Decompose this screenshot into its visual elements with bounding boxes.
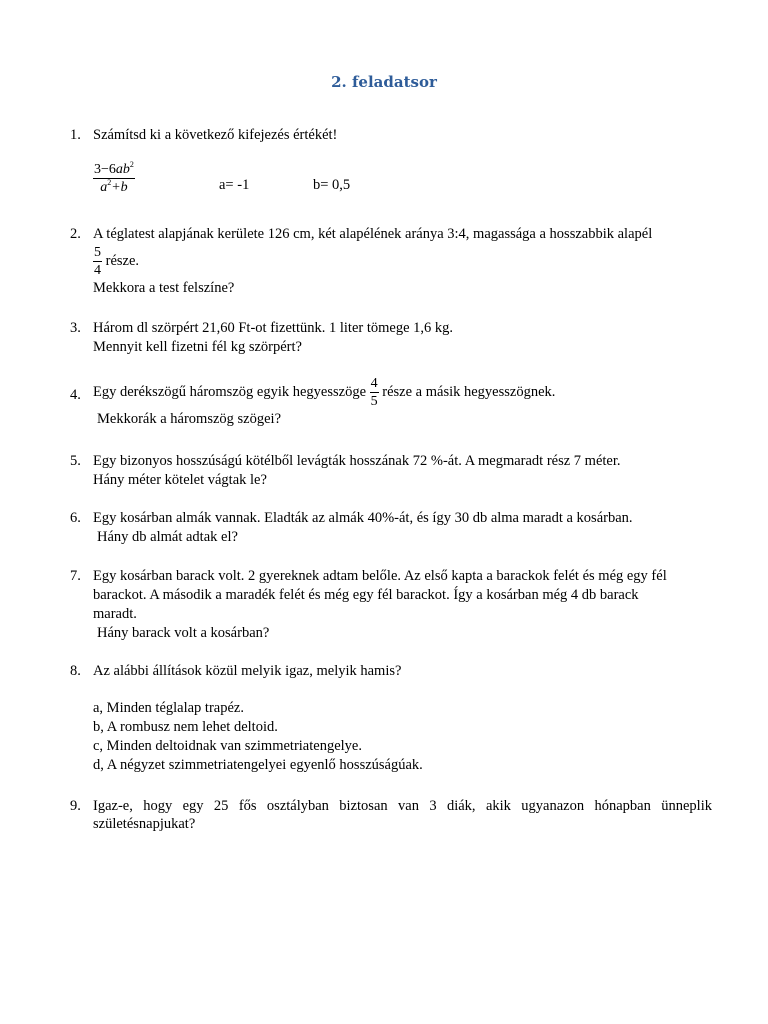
task-text: A téglatest alapjának kerülete 126 cm, két alapélének aránya 3:4, magassága a hosszabbik alapél — [93, 226, 653, 242]
statement-list — [93, 699, 712, 775]
fraction — [370, 376, 379, 409]
task-text: barackot. A második a maradék felét és még egy fél barackot. Így a kosárban még 4 db barack — [93, 587, 639, 603]
task-text: Egy kosárban barack volt. 2 gyereknek adtam belőle. Az első kapta a barackok felét és még egy fél — [93, 568, 667, 584]
fraction-denominator: 5 — [370, 394, 378, 409]
task-text: Számítsd ki a következő kifejezés értékét! — [93, 127, 338, 143]
list-item: d, A négyzet szimmetriatengelyei egyenlő hosszúságúak. — [93, 757, 423, 773]
task-8 — [70, 662, 712, 775]
list-item: a, Minden téglalap trapéz. — [93, 700, 244, 716]
task-question: Hány méter kötelet vágtak le? — [93, 472, 267, 488]
task-number: 9. — [70, 798, 81, 814]
task-number: 4. — [70, 387, 81, 403]
task-text: Három dl szörpért 21,60 Ft-ot fizettünk. 1 liter tömege 1,6 kg. — [93, 320, 454, 336]
task-text: Egy derékszögű háromszög egyik hegyesszöge — [93, 383, 367, 400]
task-text: Egy kosárban almák vannak. Eladták az almák 40%-át, és így 30 db alma maradt a kosárban. — [93, 510, 633, 526]
fraction-denominator: $a^2+b$ — [100, 178, 128, 195]
task-number: 7. — [70, 568, 81, 584]
task-7 — [70, 567, 712, 643]
task-text: Egy bizonyos hosszúságú kötélből levágták hosszának 72 %-át. A megmaradt rész 7 méter. — [93, 453, 621, 469]
fraction-denominator: 4 — [94, 263, 101, 278]
task-5 — [70, 452, 712, 490]
task-number: 2. — [70, 226, 81, 242]
task-text: része. — [105, 252, 140, 269]
task-6 — [70, 509, 712, 547]
list-item: c, Minden deltoidnak van szimmetriatengelye. — [93, 738, 362, 754]
task-question: Mennyit kell fizetni fél kg szörpért? — [93, 339, 302, 355]
task-question: Mekkora a test felszíne? — [93, 280, 235, 296]
a-value: a= -1 — [219, 177, 250, 193]
task-number: 1. — [70, 127, 81, 143]
task-3 — [70, 319, 712, 357]
fraction — [93, 245, 102, 278]
task-number: 8. — [70, 663, 81, 679]
task-1 — [70, 126, 712, 206]
task-text: Az alábbi állítások közül melyik igaz, melyik hamis? — [93, 663, 402, 679]
fraction-numerator: 4 — [370, 376, 378, 391]
task-number: 6. — [70, 510, 81, 526]
task-text: maradt. — [93, 606, 137, 622]
task-question: Hány barack volt a kosárban? — [97, 625, 270, 641]
list-item: b, A rombusz nem lehet deltoid. — [93, 719, 278, 735]
fraction-line — [93, 376, 712, 409]
task-9 — [70, 797, 712, 833]
task-4 — [70, 376, 712, 429]
task-number: 5. — [70, 453, 81, 469]
task-2 — [70, 225, 712, 298]
task-number: 3. — [70, 320, 81, 336]
task-question: Hány db almát adtak el? — [97, 529, 238, 545]
task-text: Igaz-e, hogy egy 25 fős osztályban biztosan van 3 diák, akik ugyanazon hónapban ünneplik születésnapjukat? — [93, 798, 712, 832]
b-value: b= 0,5 — [313, 177, 351, 193]
expression-row — [93, 162, 712, 206]
fraction-line — [93, 245, 712, 278]
fraction-numerator: $3-6ab^2$ — [94, 160, 134, 177]
page-title: 2. feladatsor — [331, 73, 437, 91]
task-text: része a másik hegyesszögnek. — [382, 383, 556, 400]
fraction-numerator: 5 — [94, 245, 101, 260]
expression-fraction — [93, 162, 135, 195]
task-question: Mekkorák a háromszög szögei? — [97, 411, 282, 427]
